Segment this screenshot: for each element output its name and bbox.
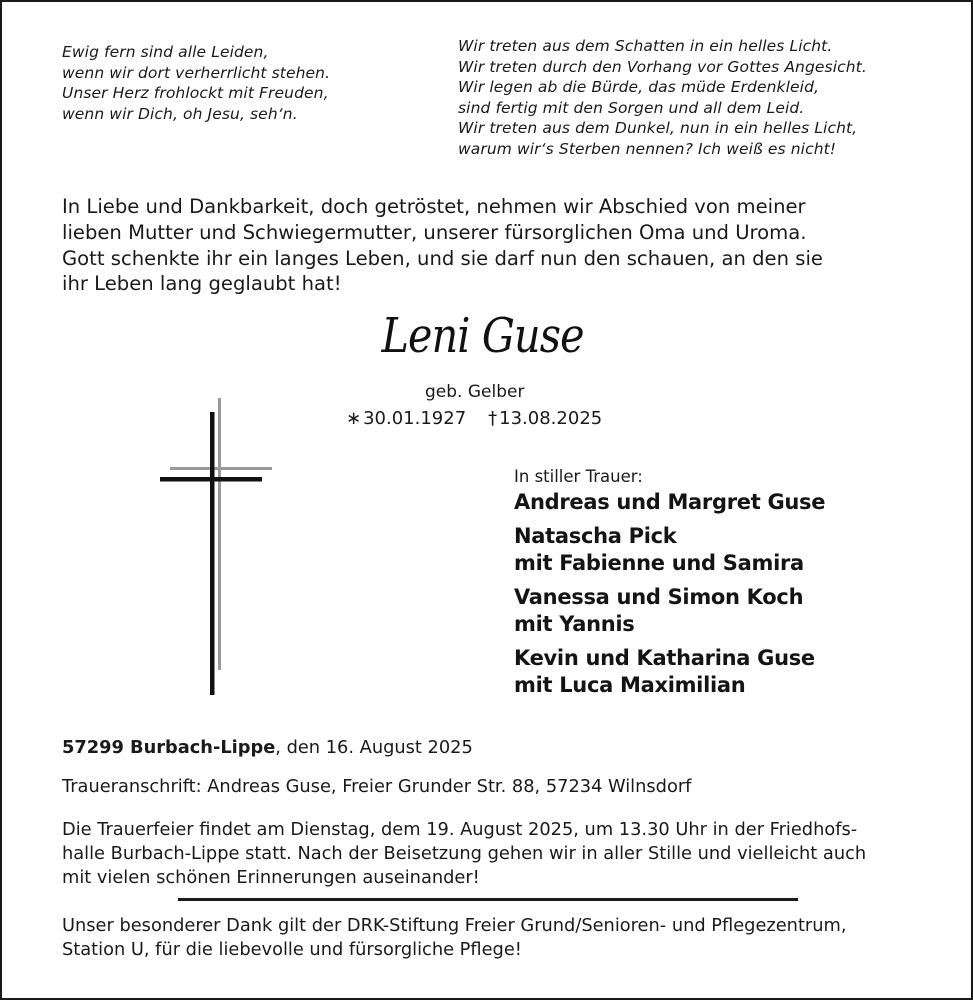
mourner-line: mit Fabienne und Samira	[514, 551, 804, 575]
poem-line: Wir legen ab die Bürde, das müde Erdenkleid,	[458, 78, 820, 97]
death-date: 13.08.2025	[499, 408, 603, 429]
deceased-name	[0, 308, 973, 364]
poem-left	[62, 42, 330, 124]
funeral-service-text	[62, 818, 866, 889]
mourner-group	[514, 523, 825, 577]
deceased-name-text: Leni Guse	[381, 308, 584, 364]
service-line: halle Burbach-Lippe statt. Nach der Beisetzung gehen wir in aller Stille und vielleicht auch	[62, 842, 867, 864]
poem-line: sind fertig mit den Sorgen und all dem Leid.	[458, 98, 805, 117]
poem-line: Unser Herz frohlockt mit Freuden,	[62, 84, 329, 103]
death-cross-icon: †	[488, 408, 498, 429]
place-date: , den 16. August 2025	[275, 737, 473, 758]
intro-text	[62, 194, 823, 297]
poem-line: warum wir‘s Sterben nennen? Ich weiß es nicht!	[458, 139, 837, 158]
poem-line: wenn wir dort verherrlicht stehen.	[62, 63, 331, 82]
place-and-date	[62, 737, 473, 758]
mourner-group	[514, 584, 825, 638]
cross-gray-horizontal	[170, 467, 272, 470]
poem-right	[458, 36, 867, 160]
birth-star-icon: ∗	[346, 408, 362, 429]
mourner-line: Natascha Pick	[514, 524, 677, 548]
poem-line: Wir treten aus dem Dunkel, nun in ein helles Licht,	[458, 119, 858, 138]
divider-line	[178, 898, 798, 901]
mourner-group	[514, 645, 825, 699]
place-location: 57299 Burbach-Lippe	[62, 737, 276, 758]
service-line: mit vielen schönen Erinnerungen auseinander!	[62, 866, 480, 888]
mourner-line: Andreas und Margret Guse	[514, 490, 826, 514]
mourner-group	[514, 489, 825, 516]
service-line: Die Trauerfeier findet am Dienstag, dem 19. August 2025, um 13.30 Uhr in der Friedhofs-	[62, 819, 858, 840]
maiden-name: geb. Gelber	[425, 382, 525, 402]
cross-icon	[158, 398, 274, 698]
poem-line: wenn wir Dich, oh Jesu, seh‘n.	[62, 104, 298, 123]
mourners-label: In stiller Trauer:	[514, 467, 643, 486]
cross-dark-vertical	[210, 412, 215, 695]
mourner-line: mit Luca Maximilian	[514, 673, 746, 697]
mourner-line: mit Yannis	[514, 612, 635, 636]
thanks-line: Station U, für die liebevolle und fürsorgliche Pflege!	[62, 938, 522, 960]
intro-line: Gott schenkte ihr ein langes Leben, und sie darf nun den schauen, an den sie	[62, 246, 823, 270]
life-dates	[346, 408, 602, 429]
intro-line: ihr Leben lang geglaubt hat!	[62, 272, 342, 296]
poem-line: Wir treten aus dem Schatten in ein helles Licht.	[458, 37, 833, 55]
cross-dark-horizontal	[160, 477, 262, 482]
poem-line: Wir treten durch den Vorhang vor Gottes Angesicht.	[458, 57, 867, 76]
mourner-line: Vanessa und Simon Koch	[514, 585, 804, 609]
intro-line: lieben Mutter und Schwiegermutter, unserer fürsorglichen Oma und Uroma.	[62, 220, 807, 244]
mourning-address: Traueranschrift: Andreas Guse, Freier Grunder Str. 88, 57234 Wilnsdorf	[62, 776, 692, 797]
mourner-line: Kevin und Katharina Guse	[514, 646, 815, 670]
poem-line: Ewig fern sind alle Leiden,	[62, 43, 269, 61]
mourners-list	[514, 489, 825, 706]
cross-gray-vertical	[218, 398, 221, 670]
birth-date: 30.01.1927	[363, 408, 467, 429]
intro-line: In Liebe und Dankbarkeit, doch getröstet, nehmen wir Abschied von meiner	[62, 195, 806, 218]
thanks-text	[62, 914, 846, 962]
thanks-line: Unser besonderer Dank gilt der DRK-Stiftung Freier Grund/Senioren- und Pflegezentrum,	[62, 915, 847, 936]
